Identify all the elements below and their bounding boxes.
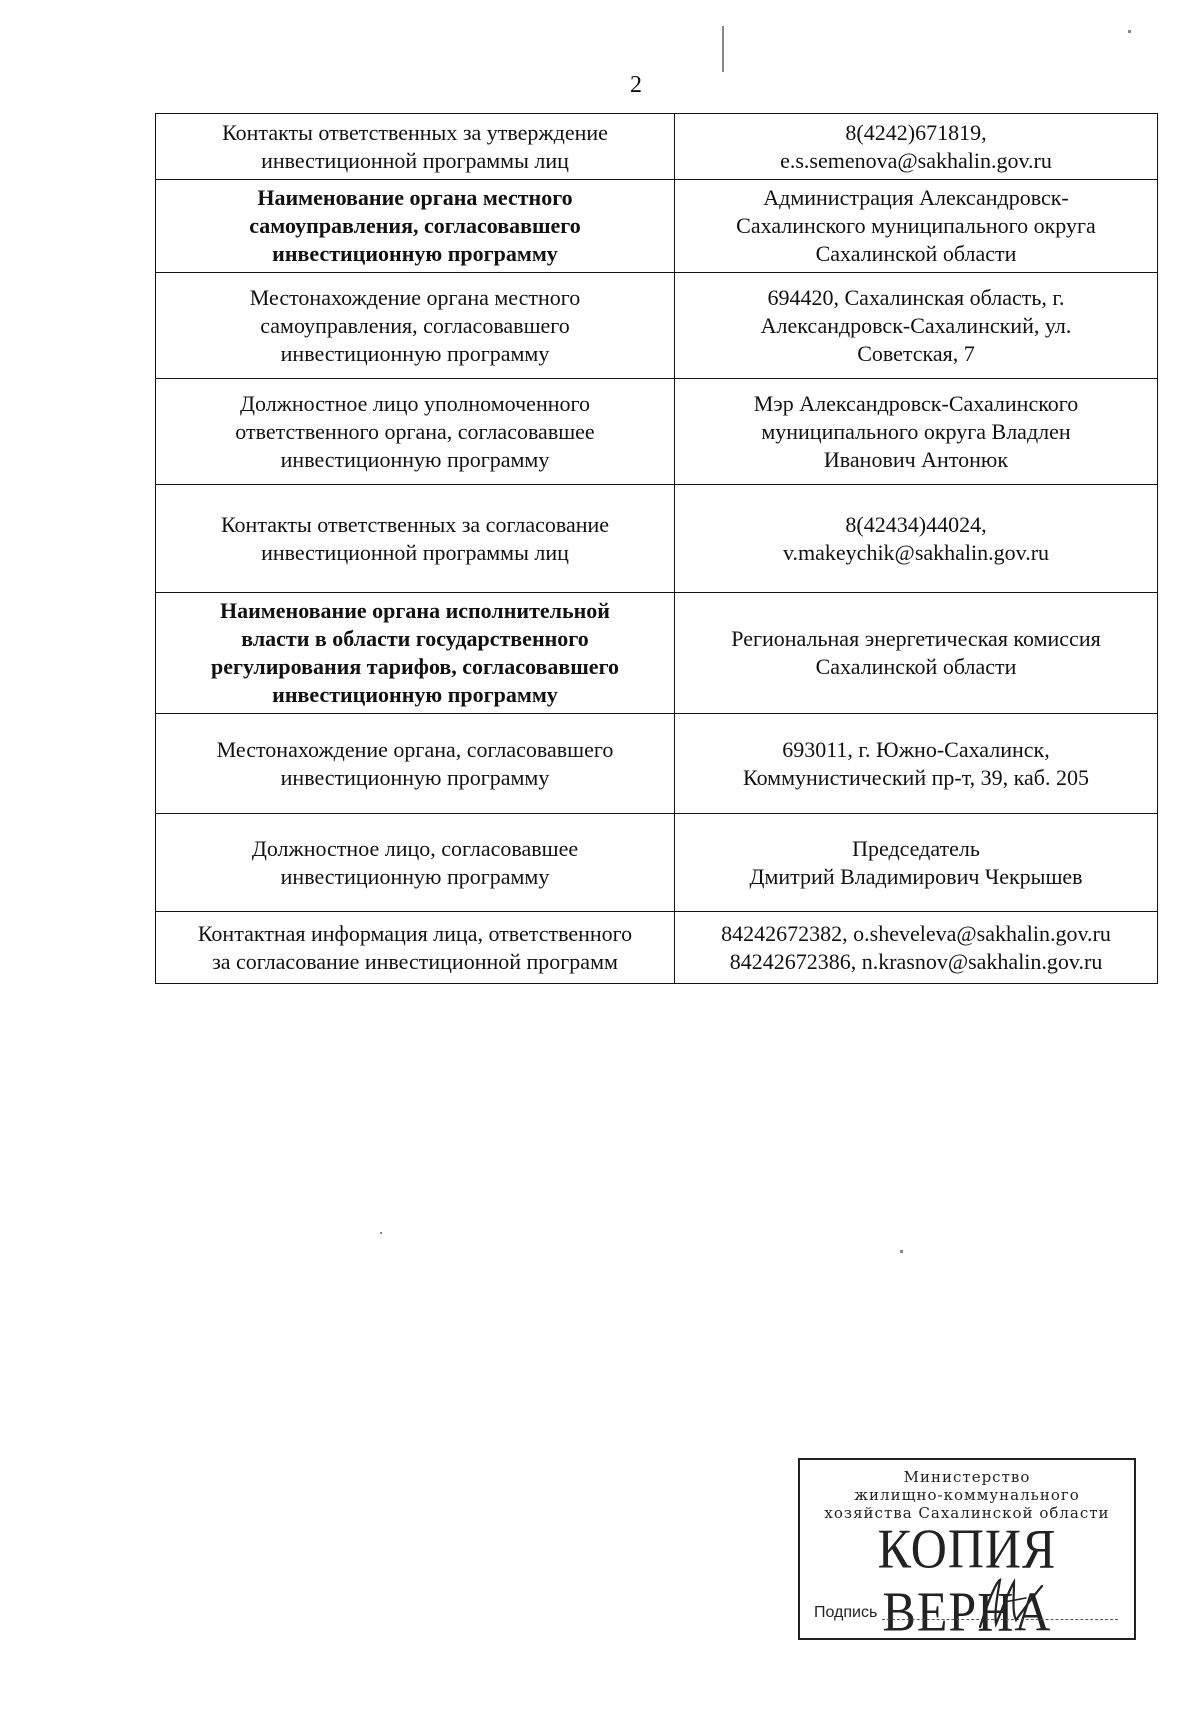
scan-mark xyxy=(1128,30,1131,33)
stamp-org-line: жилищно-коммунального xyxy=(854,1486,1080,1504)
row-label-line: Контакты ответственных за согласование xyxy=(220,511,610,537)
row-value-cell xyxy=(675,180,1158,273)
row-label-line: инвестиционную программу xyxy=(272,241,558,266)
row-label-line: инвестиционной программы лиц xyxy=(261,539,569,565)
copy-certified-stamp xyxy=(798,1458,1136,1643)
row-label-line: Контактная информация лица, ответственного xyxy=(197,920,633,946)
stamp-signature-label: Подпись xyxy=(814,1604,878,1621)
row-value-line: 8(42434)44024, xyxy=(845,511,987,537)
row-value-line: 693011, г. Южно-Сахалинск, xyxy=(782,736,1050,762)
row-value-line: Мэр Александровск-Сахалинского xyxy=(753,390,1079,416)
row-value-line: Дмитрий Владимирович Чекрышев xyxy=(749,863,1083,889)
row-value-cell xyxy=(675,114,1158,180)
table-row xyxy=(156,714,1158,814)
row-label-cell xyxy=(156,273,675,379)
row-label-line: инвестиционную программу xyxy=(280,863,550,889)
scan-mark xyxy=(900,1250,903,1253)
row-value-cell xyxy=(675,379,1158,485)
table-row xyxy=(156,180,1158,273)
row-value-cell xyxy=(675,273,1158,379)
row-label-cell xyxy=(156,180,675,273)
row-label-line: ответственного органа, согласовавшее xyxy=(235,418,595,444)
table-row xyxy=(156,485,1158,593)
row-label-line: Должностное лицо, согласовавшее xyxy=(251,835,579,861)
row-label-line: самоуправления, согласовавшего xyxy=(260,312,570,338)
row-label-cell xyxy=(156,714,675,814)
info-table-body xyxy=(156,114,1158,984)
row-label-line: самоуправления, согласовавшего xyxy=(249,213,581,238)
row-value-line: Сахалинского муниципального округа xyxy=(736,213,1096,238)
row-value-line: 8(4242)671819, xyxy=(845,119,987,145)
row-label-line: инвестиционную программу xyxy=(280,764,550,790)
row-value-line: v.makeychik@sakhalin.gov.ru xyxy=(782,539,1050,565)
row-label-line: за согласование инвестиционной программ xyxy=(212,948,618,974)
row-value-line: 694420, Сахалинская область, г. xyxy=(767,284,1065,310)
row-value-cell xyxy=(675,485,1158,593)
row-label-cell xyxy=(156,379,675,485)
row-label-line: инвестиционную программу xyxy=(272,682,558,707)
row-value-line: Советская, 7 xyxy=(857,340,975,366)
row-label-cell xyxy=(156,912,675,984)
row-label-cell xyxy=(156,485,675,593)
row-value-line: 84242672386, n.krasnov@sakhalin.gov.ru xyxy=(729,948,1103,974)
row-value-cell xyxy=(675,814,1158,912)
stamp-org-line: Министерство xyxy=(903,1468,1031,1486)
row-label-line: Контакты ответственных за утверждение xyxy=(222,119,608,145)
table-row xyxy=(156,593,1158,714)
stamp-org-line: хозяйства Сахалинской области xyxy=(824,1504,1110,1522)
row-label-line: Местонахождение органа местного xyxy=(249,284,581,310)
row-value-line: Александровск-Сахалинский, ул. xyxy=(760,312,1072,338)
table-row xyxy=(156,912,1158,984)
row-label-line: Наименование органа местного xyxy=(257,185,573,210)
scan-mark xyxy=(380,1232,382,1234)
row-label-line: власти в области государственного xyxy=(241,626,589,651)
stamp-organization xyxy=(800,1468,1134,1522)
row-value-line: муниципального округа Владлен xyxy=(761,418,1071,444)
row-value-cell xyxy=(675,593,1158,714)
row-label-line: инвестиционную программу xyxy=(280,446,550,472)
row-value-cell xyxy=(675,912,1158,984)
handwritten-signature-icon xyxy=(970,1572,1060,1632)
row-label-line: Должностное лицо уполномоченного xyxy=(240,390,590,416)
row-label-cell xyxy=(156,814,675,912)
stamp-title: КОПИЯ ВЕРНА xyxy=(877,1517,1057,1643)
row-value-line: e.s.semenova@sakhalin.gov.ru xyxy=(780,147,1052,173)
row-value-line: Сахалинской области xyxy=(815,654,1017,679)
table-row xyxy=(156,814,1158,912)
row-value-line: Сахалинской области xyxy=(815,241,1017,266)
row-label-line: регулирования тарифов, согласовавшего xyxy=(210,654,620,679)
row-value-line: Коммунистический пр-т, 39, каб. 205 xyxy=(743,764,1089,790)
row-label-line: инвестиционной программы лиц xyxy=(261,147,569,173)
row-label-cell xyxy=(156,114,675,180)
row-value-line: 84242672382, o.sheveleva@sakhalin.gov.ru xyxy=(721,920,1111,946)
row-label-line: Местонахождение органа, согласовавшего xyxy=(216,736,614,762)
table-row xyxy=(156,114,1158,180)
table-row xyxy=(156,273,1158,379)
row-value-cell xyxy=(675,714,1158,814)
row-value-line: Администрация Александровск- xyxy=(763,185,1069,210)
row-value-line: Иванович Антонюк xyxy=(823,446,1009,472)
row-label-cell xyxy=(156,593,675,714)
info-table xyxy=(155,113,1158,984)
table-row xyxy=(156,379,1158,485)
row-label-line: Наименование органа исполнительной xyxy=(220,598,610,623)
page-number: 2 xyxy=(630,72,642,98)
row-label-line: инвестиционную программу xyxy=(280,340,550,366)
scan-mark xyxy=(722,26,724,72)
row-value-line: Региональная энергетическая комиссия xyxy=(731,626,1101,651)
row-value-line: Председатель xyxy=(852,835,980,861)
